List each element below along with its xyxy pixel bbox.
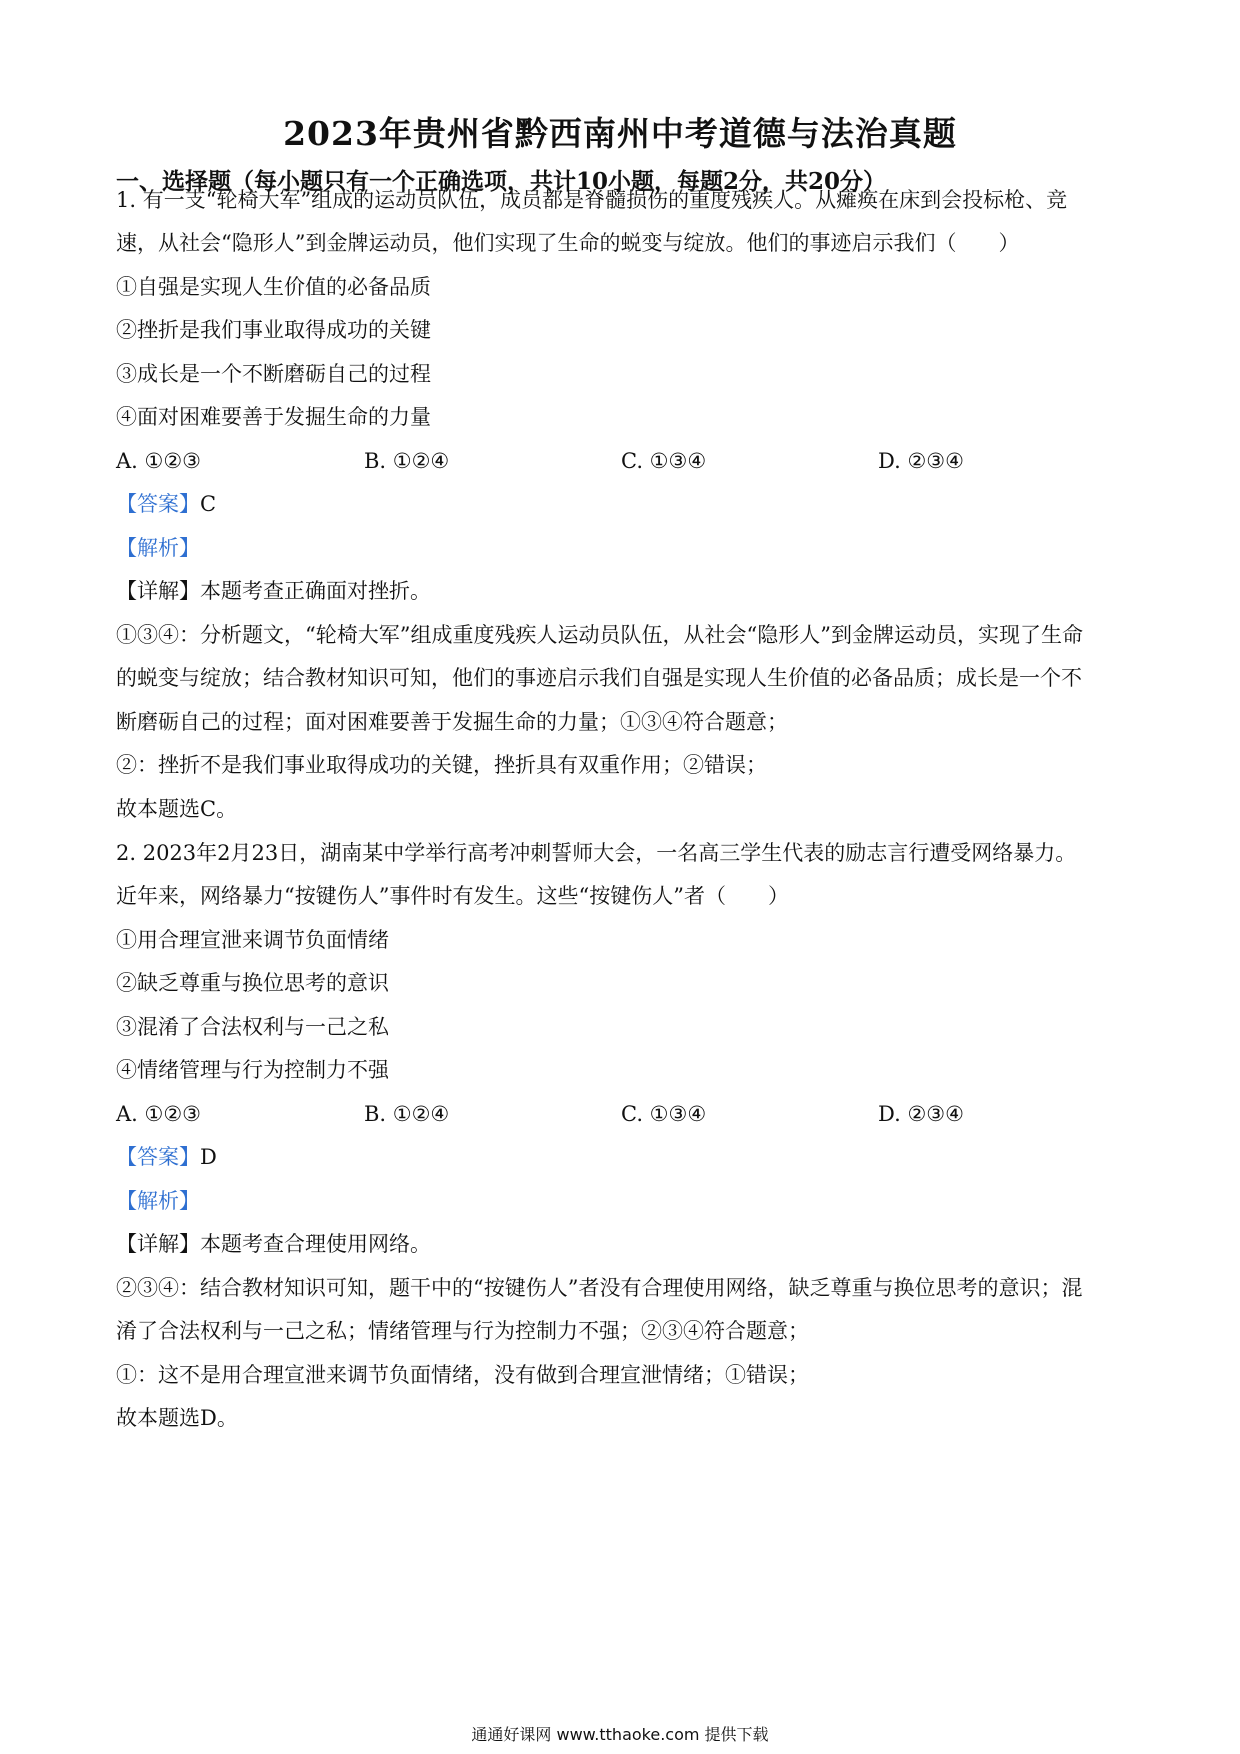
q2-item-3: ③混淆了合法权利与一己之私	[116, 1015, 389, 1039]
q1-stem-line-1: 1. 有一支“轮椅大军”组成的运动员队伍，成员都是脊髓损伤的重度残疾人。从瘫痪在床到会投标枪、竞	[116, 188, 1068, 212]
q1-options	[116, 446, 1126, 476]
q2-explanation-line-3: ①：这不是用合理宣泄来调节负面情绪，没有做到合理宣泄情绪；①错误；	[116, 1363, 809, 1387]
q1-answer	[116, 489, 216, 519]
page-title: 2023年贵州省黔西南州中考道德与法治真题	[283, 114, 957, 153]
q1-explanation-line-3: 断磨砺自己的过程；面对困难要善于发掘生命的力量；①③④符合题意；	[116, 710, 788, 734]
q2-answer-tag: 【答案】	[116, 1145, 200, 1169]
q1-explanation-line-2: 的蜕变与绽放；结合教材知识可知，他们的事迹启示我们自强是实现人生价值的必备品质；成长是一个不	[116, 666, 1082, 690]
q1-option-d: D. ②③④	[878, 449, 964, 473]
q1-option-c: C. ①③④	[621, 449, 707, 473]
q2-options	[116, 1099, 1126, 1129]
q1-item-3: ③成长是一个不断磨砺自己的过程	[116, 362, 431, 386]
page-footer: 通通好课网 www.tthaoke.com 提供下载	[471, 1725, 769, 1744]
q2-option-d: D. ②③④	[878, 1102, 964, 1126]
q1-stem-line-2: 速，从社会“隐形人”到金牌运动员，他们实现了生命的蜕变与绽放。他们的事迹启示我们（ ）	[116, 231, 1020, 255]
q2-answer-value: D	[200, 1145, 217, 1169]
section-heading: 一、选择题（每小题只有一个正确选项，共计10小题，每题2分，共20分）	[116, 168, 887, 195]
q2-conclusion: 故本题选D。	[116, 1406, 238, 1430]
q2-option-c: C. ①③④	[621, 1102, 707, 1126]
q2-stem-line-2: 近年来，网络暴力“按键伤人”事件时有发生。这些“按键伤人”者（ ）	[116, 884, 789, 908]
q1-answer-value: C	[200, 492, 217, 516]
q1-option-b: B. ①②④	[364, 449, 450, 473]
q1-explanation-line-4: ②：挫折不是我们事业取得成功的关键，挫折具有双重作用；②错误；	[116, 753, 767, 777]
q2-answer	[116, 1142, 217, 1172]
q2-analysis-tag: 【解析】	[116, 1189, 200, 1213]
q1-option-a: A. ①②③	[116, 449, 201, 473]
q1-analysis-tag: 【解析】	[116, 536, 200, 560]
q2-detail: 【详解】本题考查合理使用网络。	[116, 1232, 431, 1256]
q1-item-2: ②挫折是我们事业取得成功的关键	[116, 318, 431, 342]
q1-item-1: ①自强是实现人生价值的必备品质	[116, 275, 431, 299]
q1-answer-tag: 【答案】	[116, 492, 200, 516]
q2-explanation-line-2: 淆了合法权利与一己之私；情绪管理与行为控制力不强；②③④符合题意；	[116, 1319, 809, 1343]
q2-explanation-line-1: ②③④：结合教材知识可知，题干中的“按键伤人”者没有合理使用网络，缺乏尊重与换位思考的意识；混	[116, 1276, 1083, 1300]
q1-item-4: ④面对困难要善于发掘生命的力量	[116, 405, 431, 429]
q1-explanation-line-1: ①③④：分析题文，“轮椅大军”组成重度残疾人运动员队伍，从社会“隐形人”到金牌运动员，实现了生命	[116, 623, 1083, 647]
q1-conclusion: 故本题选C。	[116, 797, 238, 821]
q1-detail: 【详解】本题考查正确面对挫折。	[116, 579, 431, 603]
q2-option-a: A. ①②③	[116, 1102, 201, 1126]
q2-item-4: ④情绪管理与行为控制力不强	[116, 1058, 389, 1082]
q2-item-1: ①用合理宣泄来调节负面情绪	[116, 928, 389, 952]
q2-item-2: ②缺乏尊重与换位思考的意识	[116, 971, 389, 995]
q2-option-b: B. ①②④	[364, 1102, 450, 1126]
q2-stem-line-1: 2. 2023年2月23日，湖南某中学举行高考冲刺誓师大会，一名高三学生代表的励志言行遭受网络暴力。	[116, 841, 1077, 865]
